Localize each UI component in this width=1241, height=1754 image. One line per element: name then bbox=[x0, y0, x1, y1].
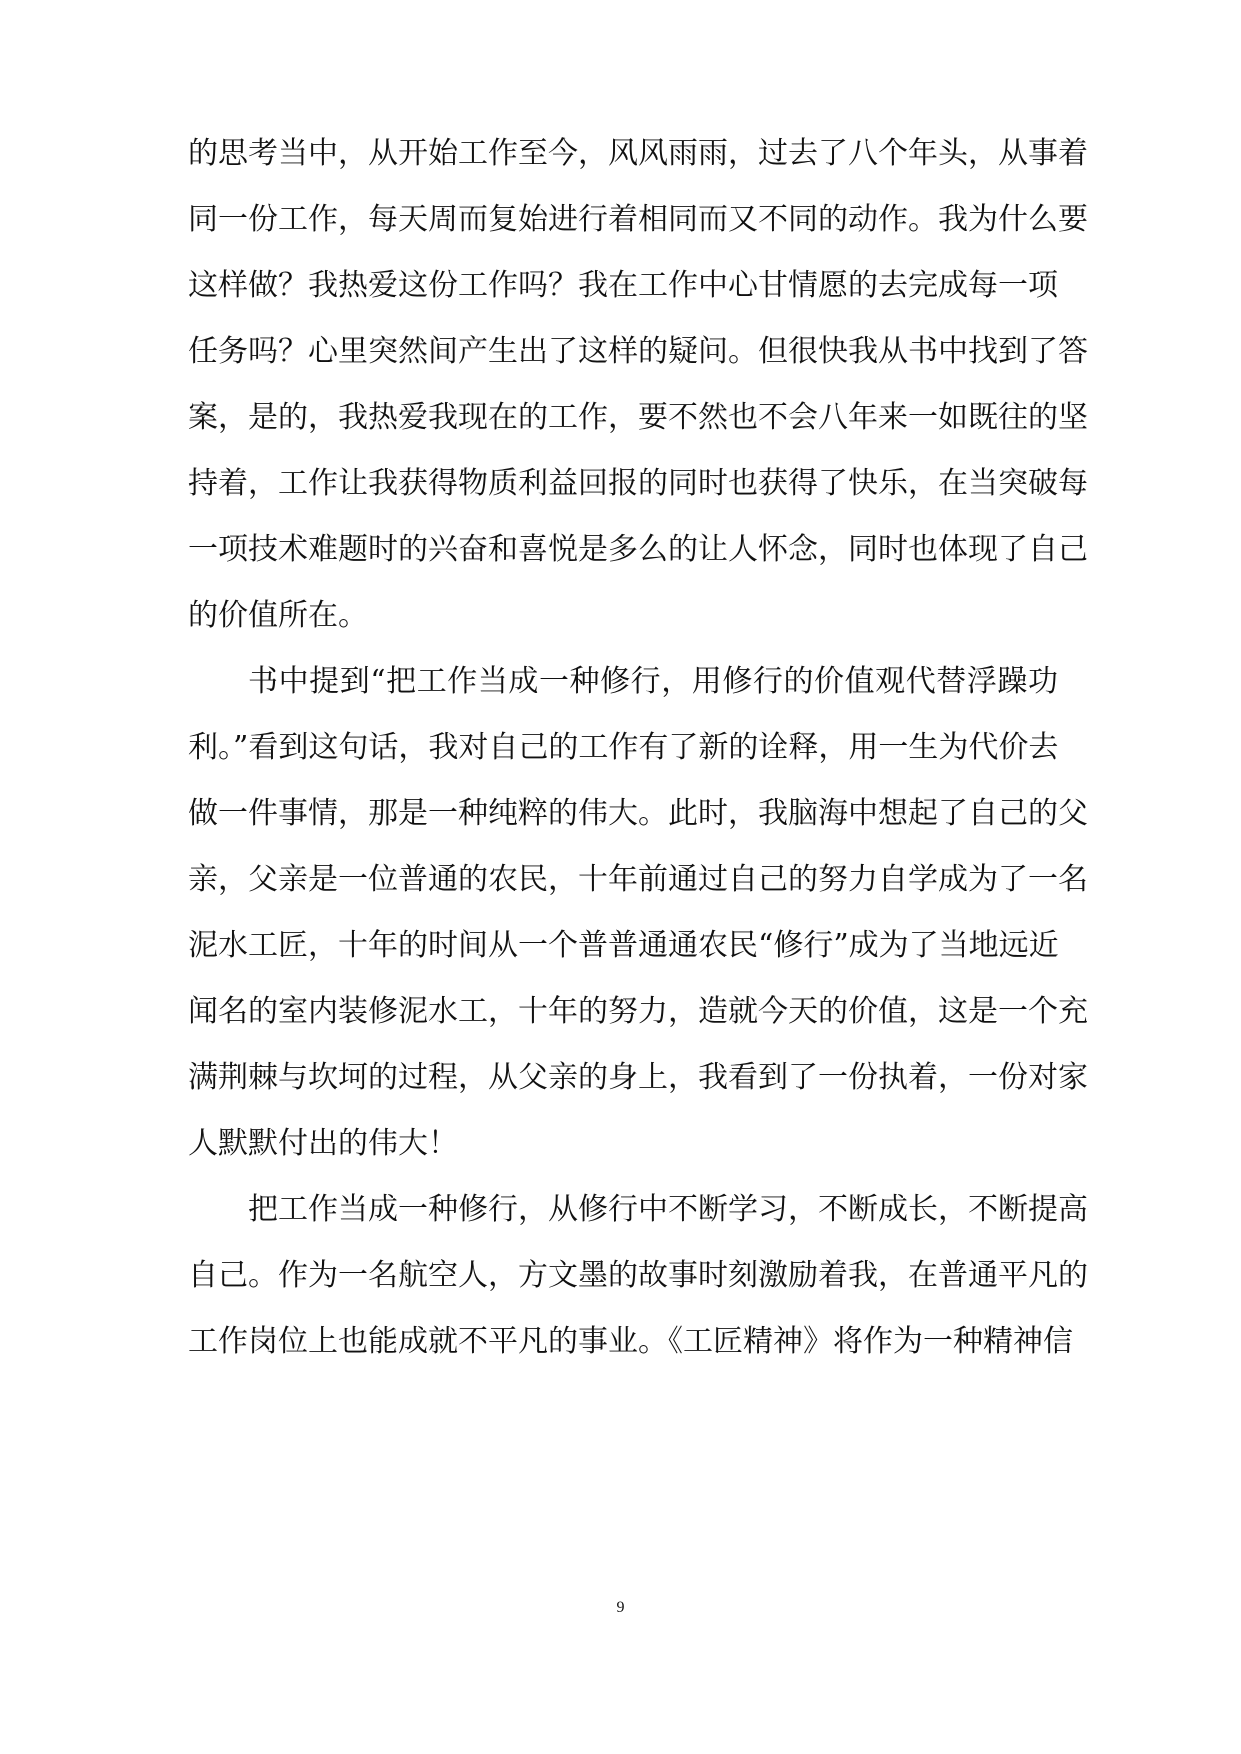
paragraph-3-line-2: 自己。作为一名航空人，方文墨的故事时刻激励着我，在普通平凡的 bbox=[188, 1258, 1088, 1293]
paragraph-2-line-2: 利。”看到这句话，我对自己的工作有了新的诠释，用一生为代价去 bbox=[188, 730, 1059, 765]
paragraph-1-line-1: 的思考当中，从开始工作至今，风风雨雨，过去了八个年头，从事着 bbox=[188, 136, 1088, 171]
paragraph-3-line-1: 把工作当成一种修行，从修行中不断学习，不断成长，不断提高 bbox=[248, 1192, 1088, 1227]
paragraph-1-line-2: 同一份工作，每天周而复始进行着相同而又不同的动作。我为什么要 bbox=[188, 202, 1088, 237]
paragraph-2-line-6: 闻名的室内装修泥水工，十年的努力，造就今天的价值，这是一个充 bbox=[188, 994, 1088, 1029]
paragraph-1-line-3: 这样做？我热爱这份工作吗？我在工作中心甘情愿的去完成每一项 bbox=[188, 268, 1058, 303]
paragraph-2-line-7: 满荆棘与坎坷的过程，从父亲的身上，我看到了一份执着，一份对家 bbox=[188, 1060, 1088, 1095]
paragraph-3-line-3: 工作岗位上也能成就不平凡的事业。《工匠精神》将作为一种精神信 bbox=[188, 1324, 1073, 1359]
paragraph-2-line-8: 人默默付出的伟大！ bbox=[188, 1126, 458, 1161]
paragraph-2-line-5: 泥水工匠，十年的时间从一个普普通通农民“修行”成为了当地远近 bbox=[188, 928, 1059, 963]
paragraph-1-line-6: 持着，工作让我获得物质利益回报的同时也获得了快乐，在当突破每 bbox=[188, 466, 1088, 501]
paragraph-2-line-4: 亲，父亲是一位普通的农民，十年前通过自己的努力自学成为了一名 bbox=[188, 862, 1088, 897]
paragraph-1-line-7: 一项技术难题时的兴奋和喜悦是多么的让人怀念，同时也体现了自己 bbox=[188, 532, 1088, 567]
paragraph-1-line-4: 任务吗？心里突然间产生出了这样的疑问。但很快我从书中找到了答 bbox=[188, 334, 1088, 369]
page-number: 9 bbox=[616, 1599, 625, 1616]
paragraph-2-line-3: 做一件事情，那是一种纯粹的伟大。此时，我脑海中想起了自己的父 bbox=[188, 796, 1088, 831]
paragraph-2-line-1: 书中提到“把工作当成一种修行，用修行的价值观代替浮躁功 bbox=[248, 664, 1058, 699]
paragraph-1-line-5: 案，是的，我热爱我现在的工作，要不然也不会八年来一如既往的坚 bbox=[188, 400, 1088, 435]
paragraph-1-line-8: 的价值所在。 bbox=[188, 598, 368, 633]
